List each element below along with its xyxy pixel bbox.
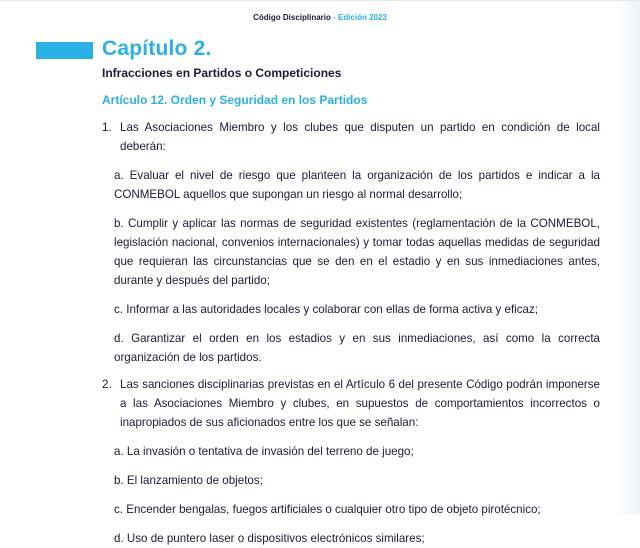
article-body [102,118,600,548]
article-title: Artículo 12. Orden y Seguridad en los Partidos [102,93,368,107]
list-item [102,118,600,156]
header-separator: - [330,13,338,22]
page-edge-shade [616,0,640,514]
sub-item: c. Encender bengalas, fuegos artificiales o cualquier otro tipo de objeto pirotécnico; [114,503,541,516]
sub-item: a. Evaluar el nivel de riesgo que planteen la organización de los partidos e indicar a la CONMEBOL aquellos que supongan un riesgo al normal desarrollo; [114,169,600,201]
sub-item: b. Cumplir y aplicar las normas de seguridad existentes (reglamentación de la CONMEBOL, legislación nacional, convenios internacionales) y tomar todas aquellas medidas de seguridad que requieran las circunstancias que se den en el estadio y en sus inmediaciones antes, durante y después del partido; [114,217,600,287]
sub-item: a. La invasión o tentativa de invasión del terreno de juego; [114,445,414,458]
document-title: Código Disciplinario [253,13,331,22]
sub-item: c. Informar a las autoridades locales y colaborar con ellas de forma activa y eficaz; [114,303,539,316]
item-number: 1. [102,121,112,134]
sub-item: d. Garantizar el orden en los estadios y en sus inmediaciones, así como la correcta organización de los partidos. [114,332,600,364]
chapter-title: Capítulo 2. [102,37,212,60]
list-item [102,375,600,432]
edition-label: Edición 2023 [337,13,387,22]
item-text: Las sanciones disciplinarias previstas en el Artículo 6 del presente Código podrán imponerse a las Asociaciones Miembro y clubes, en supuestos de comportamientos incorrectos o inapropiados de sus aficionados entre los que se señalan: [120,378,600,429]
chapter-accent-bar [36,42,93,59]
chapter-subtitle: Infracciones en Partidos o Competiciones [102,66,342,80]
sub-item: b. El lanzamiento de objetos; [114,474,263,487]
top-rule [0,0,640,1]
item-number: 2. [102,378,112,391]
sub-item: d. Uso de puntero laser o dispositivos electrónicos similares; [114,532,425,545]
item-text: Las Asociaciones Miembro y los clubes que disputen un partido en condición de local deberán: [120,121,600,153]
page-header [0,13,640,22]
